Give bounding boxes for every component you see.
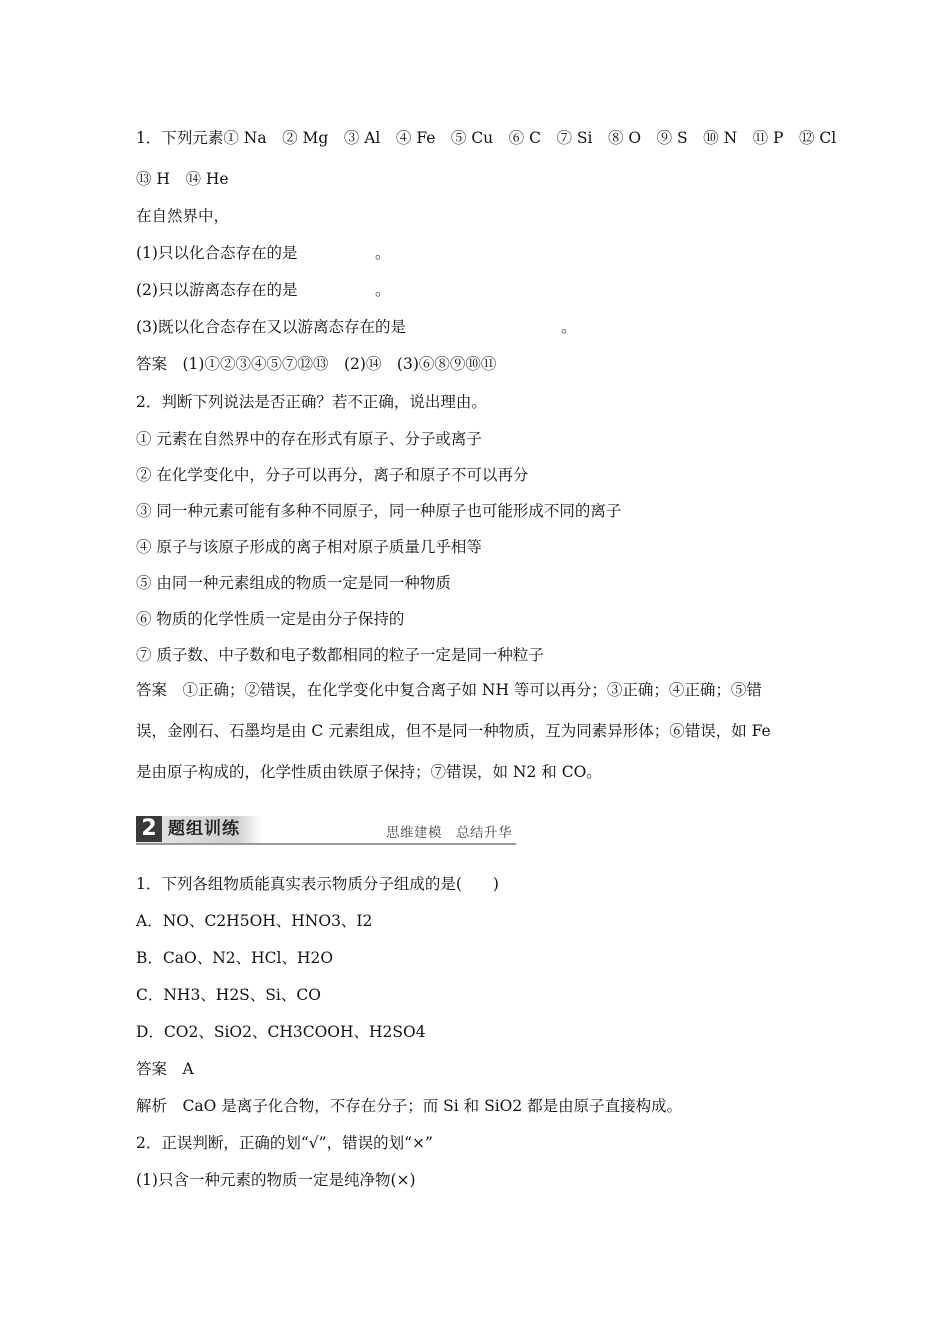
q1-stem-line1: 1．下列元素① Na ② Mg ③ Al ④ Fe ⑤ Cu ⑥ C ⑦ Si ⑧ O ⑨ S ⑩ N ⑪ P ⑫ Cl: [136, 129, 837, 147]
practice-q1-option-c: C．NH3、H2S、Si、CO: [136, 986, 321, 1004]
practice-q1-answer: 答案 A: [136, 1060, 194, 1078]
practice-q1-option-b: B．CaO、N2、HCl、H2O: [136, 949, 334, 967]
q1-answer: 答案 (1)①②③④⑤⑦⑫⑬ (2)⑭ (3)⑥⑧⑨⑩⑪: [136, 355, 497, 373]
q2-stem: 2．判断下列说法是否正确？若不正确，说出理由。: [136, 393, 487, 411]
q2-item-1: ① 元素在自然界中的存在形式有原子、分子或离子: [136, 430, 482, 448]
q2-answer-line3: 是由原子构成的，化学性质由铁原子保持；⑦错误，如 N2 和 CO。: [136, 763, 602, 781]
q2-answer-line1: 答案 ①正确；②错误，在化学变化中复合离子如 NH 等可以再分；③正确；④正确；⑤错: [136, 681, 762, 699]
banner-underline: [136, 843, 516, 845]
practice-q1-option-a: A．NO、C2H5OH、HNO3、I2: [136, 912, 373, 930]
q2-item-3: ③ 同一种元素可能有多种不同原子，同一种原子也可能形成不同的离子: [136, 502, 622, 520]
section-banner: [136, 816, 516, 844]
q2-item-6: ⑥ 物质的化学性质一定是由分子保持的: [136, 610, 405, 628]
practice-q1-option-d: D．CO2、SiO2、CH3COOH、H2SO4: [136, 1023, 426, 1041]
practice-q2-item-1: (1)只含一种元素的物质一定是纯净物(×): [136, 1171, 416, 1189]
banner-title: 题组训练: [168, 819, 240, 839]
q2-item-4: ④ 原子与该原子形成的离子相对原子质量几乎相等: [136, 538, 482, 556]
practice-q1-analysis: 解析 CaO 是离子化合物，不存在分子；而 Si 和 SiO2 都是由原子直接构成。: [136, 1097, 683, 1115]
q2-item-5: ⑤ 由同一种元素组成的物质一定是同一种物质: [136, 574, 451, 592]
q1-intro: 在自然界中，: [136, 207, 230, 225]
practice-q1-stem: 1．下列各组物质能真实表示物质分子组成的是( ): [136, 875, 499, 893]
banner-number: 2: [136, 816, 162, 842]
practice-q2-stem: 2．正误判断，正确的划“√”，错误的划“×”: [136, 1134, 433, 1152]
q1-sub1: (1)只以化合态存在的是 。: [136, 244, 391, 262]
q2-answer-line2: 误，金刚石、石墨均是由 C 元素组成，但不是同一种物质，互为同素异形体；⑥错误，如 Fe: [136, 722, 771, 740]
q1-sub2: (2)只以游离态存在的是 。: [136, 281, 391, 299]
q2-item-2: ② 在化学变化中，分子可以再分，离子和原子不可以再分: [136, 466, 529, 484]
banner-subtitle: 思维建模 总结升华: [386, 825, 512, 841]
q1-sub3: (3)既以化合态存在又以游离态存在的是 。: [136, 318, 577, 336]
q2-item-7: ⑦ 质子数、中子数和电子数都相同的粒子一定是同一种粒子: [136, 646, 544, 664]
q1-stem-line2: ⑬ H ⑭ He: [136, 170, 229, 188]
